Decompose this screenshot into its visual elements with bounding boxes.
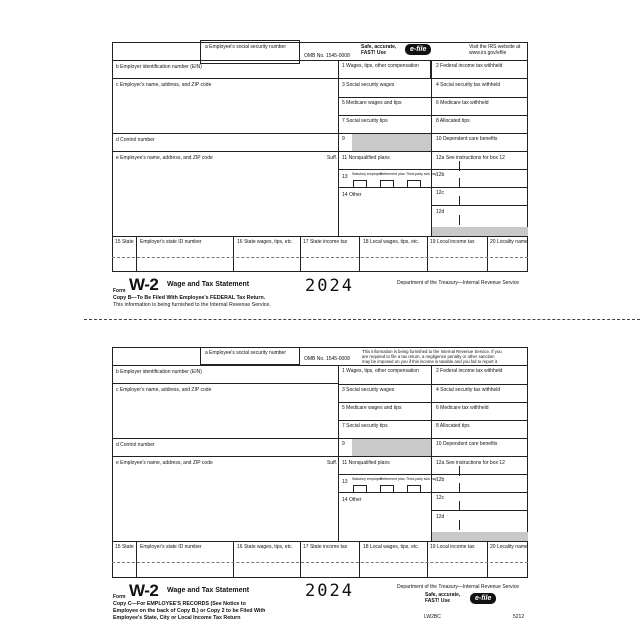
ein-label: b Employer identification number (EIN)	[116, 64, 202, 70]
control-label: d Control number	[116, 137, 155, 143]
suff-label: Suff.	[327, 460, 338, 466]
perforation-line	[84, 319, 640, 320]
employee-label: e Employee's name, address, and ZIP code	[116, 155, 213, 161]
box-19-label: 19 Local income tax	[430, 544, 475, 550]
box-12-shade	[432, 227, 528, 236]
box-5-label: 5 Medicare wages and tips	[342, 405, 402, 411]
thirdparty-checkbox[interactable]	[407, 180, 421, 188]
visit-text: Visit the IRS website at	[469, 44, 521, 50]
box-4-label: 4 Social security tax withheld	[436, 82, 501, 88]
notice-line1: This information is being furnished to the Internal Revenue Service. If you	[362, 349, 502, 354]
box-8-label: 8 Allocated tips	[436, 423, 470, 429]
box-18-label: 18 Local wages, tips, etc.	[363, 239, 420, 245]
notice-line2: are required to file a tax return, a negligence penalty or other sanction	[362, 354, 495, 359]
box-15-label: 15 State	[115, 239, 134, 245]
suff-label: Suff.	[327, 155, 338, 161]
box-13-label: 13	[342, 174, 348, 180]
box-11-label: 11 Nonqualified plans	[342, 155, 390, 161]
visit-url: www.irs.gov/efile	[469, 50, 507, 56]
box-15b-label: Employer's state ID number	[140, 239, 202, 245]
fast-text: FAST! Use	[361, 50, 387, 56]
box-11-label: 11 Nonqualified plans	[342, 460, 390, 466]
box-2-label: 2 Federal income tax withheld	[436, 63, 503, 69]
treasury-dept: Department of the Treasury—Internal Revenue Service	[397, 280, 520, 286]
omb-number: OMB No. 1545-0008	[304, 356, 350, 362]
box-13-label: 13	[342, 479, 348, 485]
box-14-label: 14 Other	[342, 497, 362, 503]
box-10-label: 10 Dependent care benefits	[436, 136, 498, 142]
box-10-label: 10 Dependent care benefits	[436, 441, 498, 447]
box-5-label: 5 Medicare wages and tips	[342, 100, 402, 106]
omb-number: OMB No. 1545-0008	[304, 53, 350, 59]
safe-text: Safe, accurate,	[361, 44, 397, 50]
copy-c-line3: Employee's State, City or Local Income Tax Return	[113, 615, 241, 621]
box-9-label: 9	[342, 136, 345, 142]
form-title: Wage and Tax Statement	[167, 587, 250, 594]
box-7-label: 7 Social security tips	[342, 423, 388, 429]
form-title: Wage and Tax Statement	[167, 281, 250, 288]
safe-text: Safe, accurate,	[425, 592, 461, 598]
tax-year: 2024	[305, 276, 354, 296]
thirdparty-label: Third-party sick pay	[406, 477, 437, 481]
retirement-checkbox[interactable]	[380, 485, 394, 493]
form-word: Form	[113, 288, 126, 294]
statutory-checkbox[interactable]	[353, 180, 367, 188]
copy-b-line1: Copy B—To Be Filed With Employee's FEDERAL Tax Return.	[113, 295, 266, 301]
fast-text: FAST! Use	[425, 598, 451, 604]
thirdparty-label: Third-party sick pay	[406, 172, 437, 176]
box-20-label: 20 Locality name	[490, 239, 528, 245]
box-12c-label: 12c	[436, 495, 445, 501]
retirement-checkbox[interactable]	[380, 180, 394, 188]
box-17-label: 17 State income tax	[303, 239, 348, 245]
box-9-label: 9	[342, 441, 345, 447]
copy-c-line2: Employee on the back of Copy B.) or Copy 2 to be Filed With	[113, 608, 266, 614]
box-17-label: 17 State income tax	[303, 544, 348, 550]
irs-efile-logo: e-file	[405, 44, 431, 55]
form-name: W-2	[129, 581, 159, 600]
box-6-label: 6 Medicare tax withheld	[436, 100, 489, 106]
ssn-label: a Employee's social security number	[205, 44, 286, 50]
box-7-label: 7 Social security tips	[342, 118, 388, 124]
box-9-shade	[352, 439, 431, 456]
box-14-label: 14 Other	[342, 192, 362, 198]
irs-efile-logo: e-file	[470, 593, 496, 604]
form-word: Form	[113, 594, 126, 600]
copy-c-line1: Copy C—For EMPLOYEE'S RECORDS (See Notice to	[113, 601, 246, 607]
box-12a-label: 12a See instructions for box 12	[436, 460, 505, 466]
box-12-shade	[432, 532, 528, 541]
box-16-label: 16 State wages, tips, etc.	[237, 544, 293, 550]
box-4-label: 4 Social security tax withheld	[436, 387, 501, 393]
employer-label: c Employer's name, address, and ZIP code	[116, 82, 212, 88]
copy-b-line2: This information is being furnished to the Internal Revenue Service.	[113, 302, 271, 308]
form-name: W-2	[129, 275, 159, 294]
box-8-label: 8 Allocated tips	[436, 118, 470, 124]
treasury-dept: Department of the Treasury—Internal Revenue Service	[397, 584, 520, 590]
statutory-label: Statutory employee	[352, 477, 383, 481]
box-12b-label: 12b	[436, 477, 445, 483]
form-code-left: LW2BC	[424, 614, 441, 620]
retirement-label: Retirement plan	[380, 477, 405, 481]
box-12b-label: 12b	[436, 172, 445, 178]
control-label: d Control number	[116, 442, 155, 448]
box-20-label: 20 Locality name	[490, 544, 528, 550]
box-2-label: 2 Federal income tax withheld	[436, 368, 503, 374]
box-12d-label: 12d	[436, 514, 445, 520]
box-16-label: 16 State wages, tips, etc.	[237, 239, 293, 245]
box-1-label: 1 Wages, tips, other compensation	[342, 368, 419, 374]
box-3-label: 3 Social security wages	[342, 82, 395, 88]
box-18-label: 18 Local wages, tips, etc.	[363, 544, 420, 550]
box-15-label: 15 State	[115, 544, 134, 550]
box-19-label: 19 Local income tax	[430, 239, 475, 245]
tax-year: 2024	[305, 581, 354, 601]
statutory-label: Statutory employee	[352, 172, 383, 176]
statutory-checkbox[interactable]	[353, 485, 367, 493]
box-3-label: 3 Social security wages	[342, 387, 395, 393]
retirement-label: Retirement plan	[380, 172, 405, 176]
box-15b-label: Employer's state ID number	[140, 544, 202, 550]
box-6-label: 6 Medicare tax withheld	[436, 405, 489, 411]
thirdparty-checkbox[interactable]	[407, 485, 421, 493]
ein-label: b Employer identification number (EIN)	[116, 369, 202, 375]
box-12c-label: 12c	[436, 190, 445, 196]
box-9-shade	[352, 134, 431, 151]
form-code-right: 5212	[513, 614, 525, 620]
box-1-label: 1 Wages, tips, other compensation	[342, 63, 419, 69]
ssn-label: a Employee's social security number	[205, 350, 286, 356]
notice-line3: may be imposed on you if this income is taxable and you fail to report it.	[362, 359, 499, 364]
box-12d-label: 12d	[436, 209, 445, 215]
employer-label: c Employer's name, address, and ZIP code	[116, 387, 212, 393]
employee-label: e Employee's name, address, and ZIP code	[116, 460, 213, 466]
box-12a-label: 12a See instructions for box 12	[436, 155, 505, 161]
